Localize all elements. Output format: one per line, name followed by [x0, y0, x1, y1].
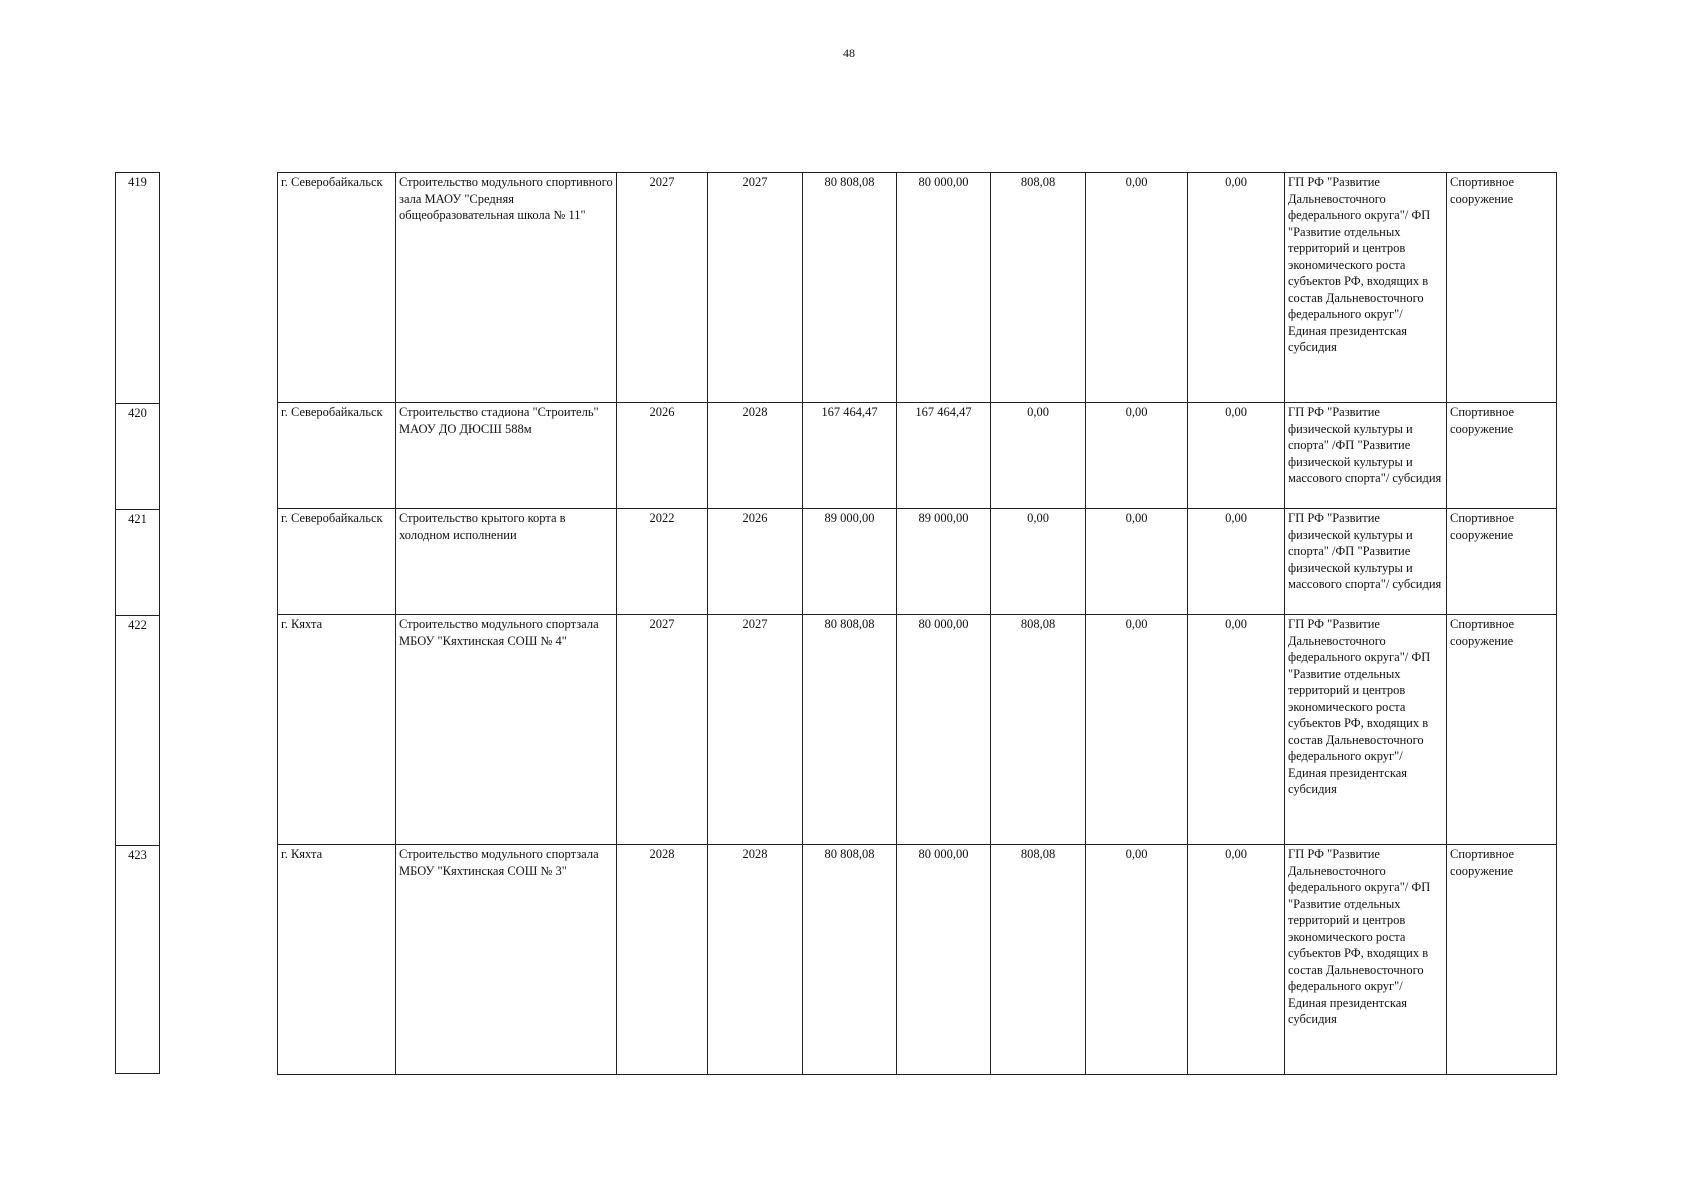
other-amount-cell: 0,00 — [1188, 403, 1285, 509]
local-amount-cell: 0,00 — [1086, 403, 1188, 509]
federal-amount-cell: 89 000,00 — [897, 509, 991, 615]
object-type-cell: Спортивное сооружение — [1447, 173, 1557, 403]
object-type-cell: Спортивное сооружение — [1447, 845, 1557, 1075]
total-amount-cell: 80 808,08 — [803, 615, 897, 845]
regional-amount-cell: 808,08 — [991, 173, 1086, 403]
row-number-column — [115, 172, 160, 1074]
table-row — [278, 173, 1557, 403]
objects-table — [277, 172, 1557, 1075]
row-number: 423 — [128, 848, 147, 862]
table-row — [278, 403, 1557, 509]
year-end-cell: 2028 — [708, 845, 803, 1075]
year-start-cell: 2027 — [617, 615, 708, 845]
locality-cell: г. Северобайкальск — [278, 509, 396, 615]
year-end-cell: 2026 — [708, 509, 803, 615]
row-number: 422 — [128, 618, 147, 632]
object-type-cell: Спортивное сооружение — [1447, 509, 1557, 615]
year-end-cell: 2028 — [708, 403, 803, 509]
year-start-cell: 2026 — [617, 403, 708, 509]
table-row — [278, 615, 1557, 845]
locality-cell: г. Северобайкальск — [278, 173, 396, 403]
row-number: 419 — [128, 175, 147, 189]
object-name-cell: Строительство крытого корта в холодном исполнении — [396, 509, 617, 615]
page-number: 48 — [843, 46, 855, 60]
local-amount-cell: 0,00 — [1086, 615, 1188, 845]
table-row — [278, 845, 1557, 1075]
local-amount-cell: 0,00 — [1086, 845, 1188, 1075]
federal-amount-cell: 80 000,00 — [897, 173, 991, 403]
locality-cell: г. Кяхта — [278, 845, 396, 1075]
table-row — [278, 509, 1557, 615]
program-cell: ГП РФ "Развитие физической культуры и спорта" /ФП "Развитие физической культуры и массового спорта"/ субсидия — [1285, 509, 1447, 615]
total-amount-cell: 167 464,47 — [803, 403, 897, 509]
regional-amount-cell: 808,08 — [991, 615, 1086, 845]
other-amount-cell: 0,00 — [1188, 509, 1285, 615]
row-number: 421 — [128, 512, 147, 526]
total-amount-cell: 80 808,08 — [803, 845, 897, 1075]
regional-amount-cell: 0,00 — [991, 509, 1086, 615]
object-name-cell: Строительство стадиона "Строитель" МАОУ ДО ДЮСШ 588м — [396, 403, 617, 509]
year-start-cell: 2028 — [617, 845, 708, 1075]
object-name-cell: Строительство модульного спортивного зала МАОУ "Средняя общеобразовательная школа № 11" — [396, 173, 617, 403]
program-cell: ГП РФ "Развитие физической культуры и спорта" /ФП "Развитие физической культуры и массового спорта"/ субсидия — [1285, 403, 1447, 509]
object-name-cell: Строительство модульного спортзала МБОУ "Кяхтинская СОШ № 3" — [396, 845, 617, 1075]
other-amount-cell: 0,00 — [1188, 845, 1285, 1075]
object-type-cell: Спортивное сооружение — [1447, 403, 1557, 509]
federal-amount-cell: 167 464,47 — [897, 403, 991, 509]
program-cell: ГП РФ "Развитие Дальневосточного федерального округа"/ ФП "Развитие отдельных территорий и центров экономического роста субъектов РФ, входящих в состав Дальневосточного федерального округ"/ Единая президентская субсидия — [1285, 173, 1447, 403]
object-type-cell: Спортивное сооружение — [1447, 615, 1557, 845]
total-amount-cell: 89 000,00 — [803, 509, 897, 615]
year-end-cell: 2027 — [708, 173, 803, 403]
local-amount-cell: 0,00 — [1086, 173, 1188, 403]
locality-cell: г. Кяхта — [278, 615, 396, 845]
row-number: 420 — [128, 406, 147, 420]
program-cell: ГП РФ "Развитие Дальневосточного федерального округа"/ ФП "Развитие отдельных территорий и центров экономического роста субъектов РФ, входящих в состав Дальневосточного федерального округ"/ Единая президентская субсидия — [1285, 615, 1447, 845]
other-amount-cell: 0,00 — [1188, 615, 1285, 845]
locality-cell: г. Северобайкальск — [278, 403, 396, 509]
regional-amount-cell: 0,00 — [991, 403, 1086, 509]
program-cell: ГП РФ "Развитие Дальневосточного федерального округа"/ ФП "Развитие отдельных территорий и центров экономического роста субъектов РФ, входящих в состав Дальневосточного федерального округ"/ Единая президентская субсидия — [1285, 845, 1447, 1075]
federal-amount-cell: 80 000,00 — [897, 845, 991, 1075]
regional-amount-cell: 808,08 — [991, 845, 1086, 1075]
year-start-cell: 2027 — [617, 173, 708, 403]
local-amount-cell: 0,00 — [1086, 509, 1188, 615]
total-amount-cell: 80 808,08 — [803, 173, 897, 403]
other-amount-cell: 0,00 — [1188, 173, 1285, 403]
year-start-cell: 2022 — [617, 509, 708, 615]
year-end-cell: 2027 — [708, 615, 803, 845]
object-name-cell: Строительство модульного спортзала МБОУ "Кяхтинская СОШ № 4" — [396, 615, 617, 845]
federal-amount-cell: 80 000,00 — [897, 615, 991, 845]
